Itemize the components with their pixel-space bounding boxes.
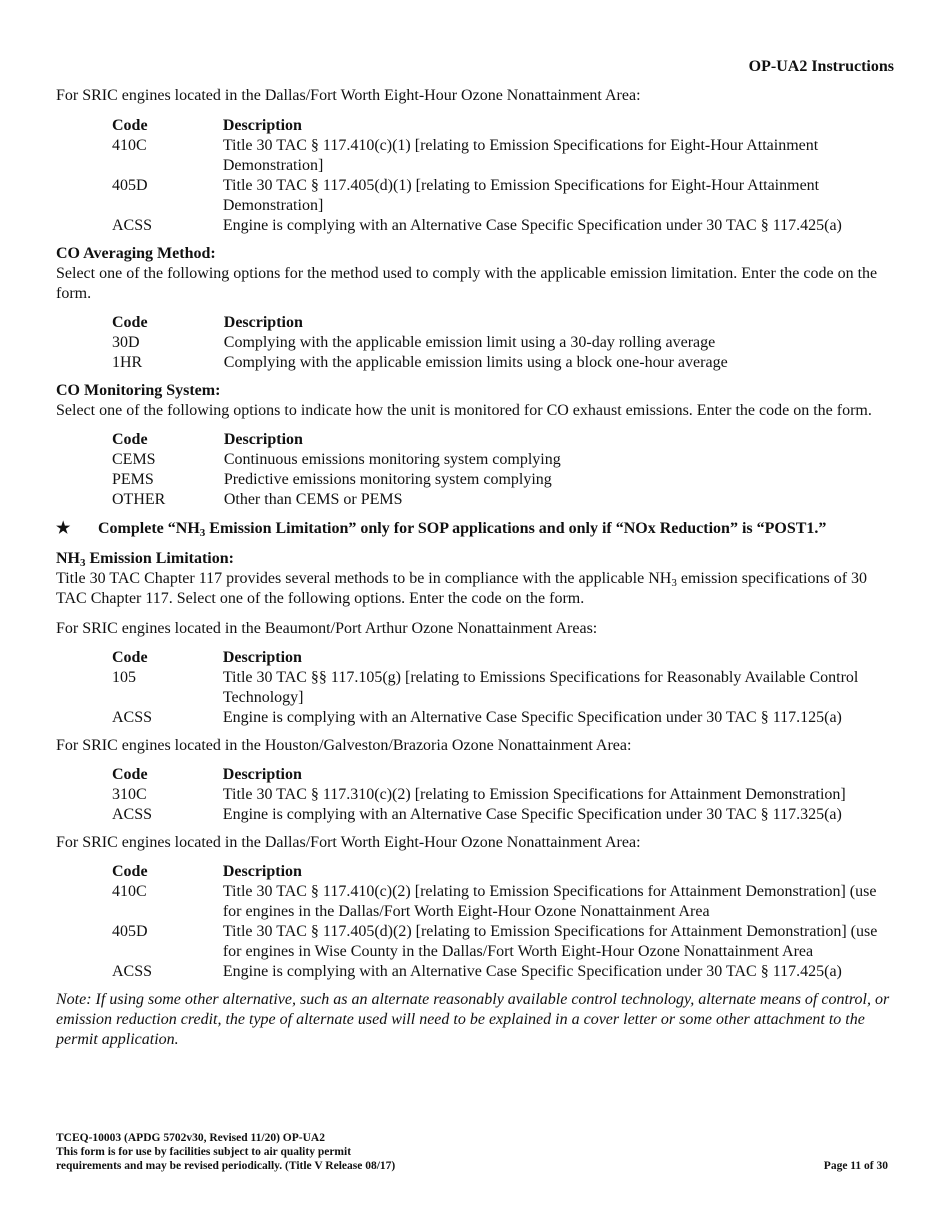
bpa-code-table [112, 648, 894, 728]
page-footer [56, 1131, 888, 1173]
code-cell: 105 [112, 669, 136, 686]
description-cell: Predictive emissions monitoring system complying [223, 471, 552, 488]
description-cell: Other than CEMS or PEMS [223, 491, 403, 508]
table-row [112, 176, 894, 216]
footer-form-id: TCEQ-10003 (APDG 5702v30, Revised 11/20) OP-UA2 [56, 1132, 325, 1144]
description-cell: Engine is complying with an Alternative Case Specific Specification under 30 TAC § 117.425(a) [222, 217, 842, 234]
code-cell: 1HR [112, 354, 143, 371]
table-header-row [112, 862, 894, 882]
footer-revision-line: requirements and may be revised periodically. (Title V Release 08/17) [56, 1160, 396, 1172]
code-cell: ACSS [112, 806, 153, 823]
description-header: Description [222, 863, 302, 880]
star-icon: ★ [56, 520, 71, 537]
document-title: OP-UA2 Instructions [748, 58, 894, 75]
table-row [112, 470, 894, 490]
description-header: Description [222, 649, 302, 666]
table-header-row [112, 313, 894, 333]
code-cell: OTHER [112, 491, 166, 508]
hgb-code-table [112, 765, 894, 825]
nh3-text-subscript: 3 [671, 577, 677, 589]
co-averaging-code-table [112, 313, 894, 373]
table-row [112, 216, 894, 236]
code-cell: 405D [112, 923, 148, 940]
co-monitoring-heading: CO Monitoring System: [56, 382, 221, 399]
description-cell: Complying with the applicable emission limit using a 30-day rolling average [223, 334, 716, 351]
description-cell: Title 30 TAC § 117.405(d)(2) [relating to Emission Specifications for Attainment Demonstration] (use for engines in Wise County in the Dallas/Fort Worth Eight-Hour Ozone Nonattainment Area [222, 923, 878, 960]
nh3-heading [56, 549, 894, 569]
table-row [112, 450, 894, 470]
code-header: Code [112, 863, 148, 880]
table-row [112, 490, 894, 510]
description-cell: Title 30 TAC §§ 117.105(g) [relating to Emissions Specifications for Reasonably Available Control Technology] [222, 669, 859, 706]
dfw-nh3-code-table [112, 862, 894, 982]
code-cell: ACSS [112, 709, 153, 726]
description-header: Description [223, 314, 303, 331]
code-cell: 410C [112, 883, 147, 900]
nh3-heading-subscript: 3 [80, 557, 86, 569]
table-header-row [112, 430, 894, 450]
co-monitoring-code-table [112, 430, 894, 510]
table-row [112, 668, 894, 708]
code-header: Code [112, 766, 148, 783]
description-cell: Title 30 TAC § 117.405(d)(1) [relating to Emission Specifications for Eight-Hour Attainment Demonstration] [222, 177, 820, 214]
description-header: Description [222, 117, 302, 134]
co-monitoring-text: Select one of the following options to indicate how the unit is monitored for CO exhaust emissions. Enter the code on the form. [56, 402, 872, 419]
description-cell: Engine is complying with an Alternative Case Specific Specification under 30 TAC § 117.425(a) [222, 963, 842, 980]
table-row [112, 962, 894, 982]
table-row [112, 805, 894, 825]
code-header: Code [112, 649, 148, 666]
table-row [112, 708, 894, 728]
sop-instruction-note [56, 519, 894, 539]
table-row [112, 922, 894, 962]
table-header-row [112, 765, 894, 785]
bpa-intro: For SRIC engines located in the Beaumont/Port Arthur Ozone Nonattainment Areas: [56, 620, 598, 637]
nh3-text-start: Title 30 TAC Chapter 117 provides several methods to be in compliance with the applicable NH [56, 570, 672, 587]
sop-note-text-end: Emission Limitation” only for SOP applications and only if “NOx Reduction” is “POST1.” [205, 520, 827, 537]
sop-note-text-start: Complete “NH [98, 520, 200, 537]
nh3-text-end: emission specifications of 30 TAC Chapter 117. Select one of the following options. Enter the code on the form. [56, 570, 868, 607]
description-cell: Continuous emissions monitoring system complying [223, 451, 561, 468]
description-cell: Title 30 TAC § 117.310(c)(2) [relating to Emission Specifications for Attainment Demonstration] [222, 786, 846, 803]
dfw-nh3-intro: For SRIC engines located in the Dallas/Fort Worth Eight-Hour Ozone Nonattainment Area: [56, 834, 641, 851]
description-cell: Engine is complying with an Alternative Case Specific Specification under 30 TAC § 117.125(a) [222, 709, 842, 726]
code-cell: ACSS [112, 217, 153, 234]
co-averaging-heading: CO Averaging Method: [56, 245, 216, 262]
table-row [112, 353, 894, 373]
code-cell: 410C [112, 137, 147, 154]
dfw-nox-intro: For SRIC engines located in the Dallas/Fort Worth Eight-Hour Ozone Nonattainment Area: [56, 87, 641, 104]
nh3-text [56, 569, 894, 609]
description-cell: Engine is complying with an Alternative Case Specific Specification under 30 TAC § 117.325(a) [222, 806, 842, 823]
table-row [112, 785, 894, 805]
description-cell: Title 30 TAC § 117.410(c)(1) [relating to Emission Specifications for Eight-Hour Attainment Demonstration] [222, 137, 819, 174]
hgb-intro: For SRIC engines located in the Houston/Galveston/Brazoria Ozone Nonattainment Area: [56, 737, 632, 754]
table-header-row [112, 116, 894, 136]
description-header: Description [222, 766, 302, 783]
page-number: Page 11 of 30 [823, 1160, 888, 1172]
nh3-heading-start: NH [56, 550, 80, 567]
sop-note-subscript: 3 [199, 527, 206, 539]
table-header-row [112, 648, 894, 668]
alternative-note: Note: If using some other alternative, such as an alternate reasonably available control technology, alternate means of control, or emission reduction credit, the type of alternate used will need to be explained in a cover letter or some other attachment to the permit application. [56, 991, 890, 1048]
code-header: Code [112, 314, 148, 331]
description-cell: Complying with the applicable emission limits using a block one-hour average [223, 354, 728, 371]
code-cell: 310C [112, 786, 147, 803]
code-header: Code [112, 431, 148, 448]
description-header: Description [223, 431, 303, 448]
table-row [112, 882, 894, 922]
code-header: Code [112, 117, 148, 134]
code-cell: CEMS [112, 451, 156, 468]
page-content [56, 86, 894, 1050]
code-cell: PEMS [112, 471, 154, 488]
footer-usage-line: This form is for use by facilities subject to air quality permit [56, 1146, 352, 1158]
table-row [112, 136, 894, 176]
code-cell: 30D [112, 334, 140, 351]
table-row [112, 333, 894, 353]
co-averaging-text: Select one of the following options for the method used to comply with the applicable emission limitation. Enter the code on the form. [56, 265, 878, 302]
dfw-nox-code-table [112, 116, 894, 236]
code-cell: 405D [112, 177, 148, 194]
nh3-heading-end: Emission Limitation: [85, 550, 234, 567]
code-cell: ACSS [112, 963, 153, 980]
description-cell: Title 30 TAC § 117.410(c)(2) [relating to Emission Specifications for Attainment Demonstration] (use for engines in the Dallas/Fort Worth Eight-Hour Ozone Nonattainment Area [222, 883, 877, 920]
